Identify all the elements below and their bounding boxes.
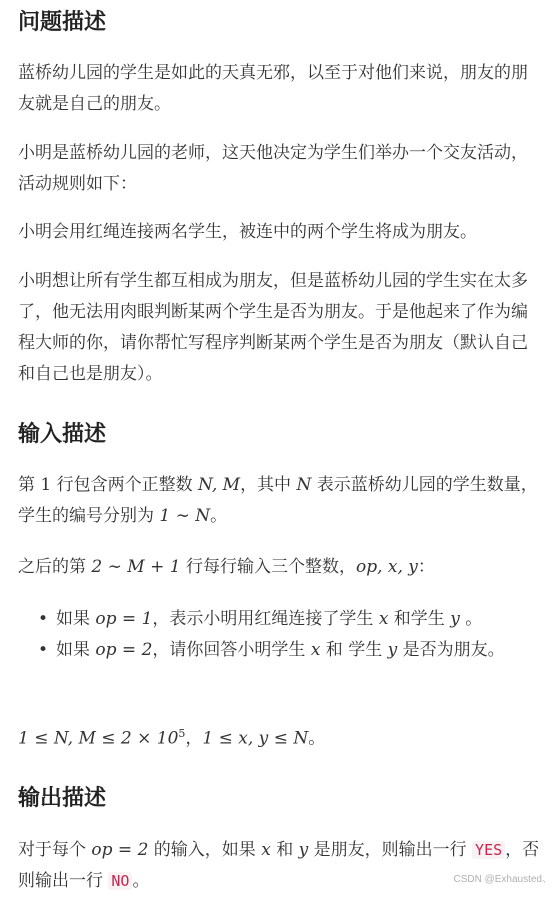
input-line-2 <box>18 552 544 583</box>
problem-heading: 问题描述 <box>18 10 107 35</box>
constraints-line <box>18 718 544 755</box>
math-x: x <box>261 840 271 860</box>
math-op-2: op = 2 <box>91 840 149 860</box>
math-y: y <box>387 640 398 660</box>
math-exponent: 5 <box>178 727 186 740</box>
text: 。 <box>210 506 228 526</box>
text: 是否为朋友。 <box>397 640 505 660</box>
yes-code: YES <box>472 841 505 859</box>
no-code: NO <box>108 872 132 890</box>
bullet-icon: • <box>38 609 49 629</box>
problem-paragraph-3: 小明会用红绳连接两名学生，被连中的两个学生将成为朋友。 <box>18 222 477 242</box>
text: 和 <box>270 840 299 860</box>
watermark: CSDN @Exhausted、 <box>453 874 552 885</box>
math-one: 1 <box>40 475 52 495</box>
text: 之后的第 <box>18 557 92 577</box>
text: 第 <box>18 475 41 495</box>
text: 。 <box>459 609 483 629</box>
text: 的输入，如果 <box>148 840 262 860</box>
problem-paragraph-4: 小明想让所有学生都互相成为朋友，但是蓝桥幼儿园的学生实在太多了，他无法用肉眼判断某两个学生是否为朋友。于是他起来了作为编程大师的你，请你帮忙写程序判断某两个学生是否为朋友（默认自己和自己也是朋友）。 <box>18 271 528 384</box>
text: 行包含两个正整数 <box>51 475 199 495</box>
math-n-m: N, M <box>198 475 241 495</box>
text: 和 学生 <box>320 640 388 660</box>
text: ，请你回答小明学生 <box>152 640 311 660</box>
text: 是朋友，则输出一行 <box>308 840 473 860</box>
math-constraint-n-m: 1 ≤ N, M ≤ 2 × 10 <box>18 728 179 749</box>
output-heading: 输出描述 <box>18 786 107 811</box>
list-item <box>38 604 560 635</box>
math-op-2: op = 2 <box>95 640 153 660</box>
output-paragraph <box>18 835 544 897</box>
math-line-range: 2 ∼ M + 1 <box>91 557 181 577</box>
text: ： <box>417 557 435 577</box>
text: ，其中 <box>240 475 297 495</box>
text: 行每行输入三个整数， <box>180 557 356 577</box>
math-range: 1 ∼ N <box>159 506 211 526</box>
text: 。 <box>132 871 150 891</box>
math-x: x <box>310 640 321 660</box>
bullet-icon: • <box>38 640 49 660</box>
text: 。 <box>308 728 326 749</box>
text: ，否则输出一行 <box>18 840 540 891</box>
math-op-1: op = 1 <box>95 609 153 629</box>
text: ， <box>185 728 203 749</box>
text: ，表示小明用红绳连接了学生 <box>152 609 379 629</box>
math-constraint-x-y: 1 ≤ x, y ≤ N <box>202 728 309 749</box>
problem-paragraph-1: 蓝桥幼儿园的学生是如此的天真无邪，以至于对他们来说，朋友的朋友就是自己的朋友。 <box>18 63 528 114</box>
text: 和学生 <box>388 609 451 629</box>
text: 对于每个 <box>18 840 92 860</box>
input-heading: 输入描述 <box>18 422 107 447</box>
problem-paragraph-2: 小明是蓝桥幼儿园的老师，这天他决定为学生们举办一个交友活动，活动规则如下： <box>18 143 528 194</box>
math-n: N <box>296 475 312 495</box>
operation-list <box>18 604 560 666</box>
math-x: x <box>378 609 389 629</box>
math-y: y <box>450 609 460 629</box>
text: 如果 <box>56 640 96 660</box>
list-item <box>38 635 560 666</box>
text: 表示蓝桥幼儿园的学生数量，学生的编号分别为 <box>18 475 538 526</box>
input-line-1 <box>18 470 544 532</box>
math-y: y <box>298 840 309 860</box>
math-op-x-y: op, x, y <box>355 557 418 577</box>
text: 如果 <box>56 609 96 629</box>
